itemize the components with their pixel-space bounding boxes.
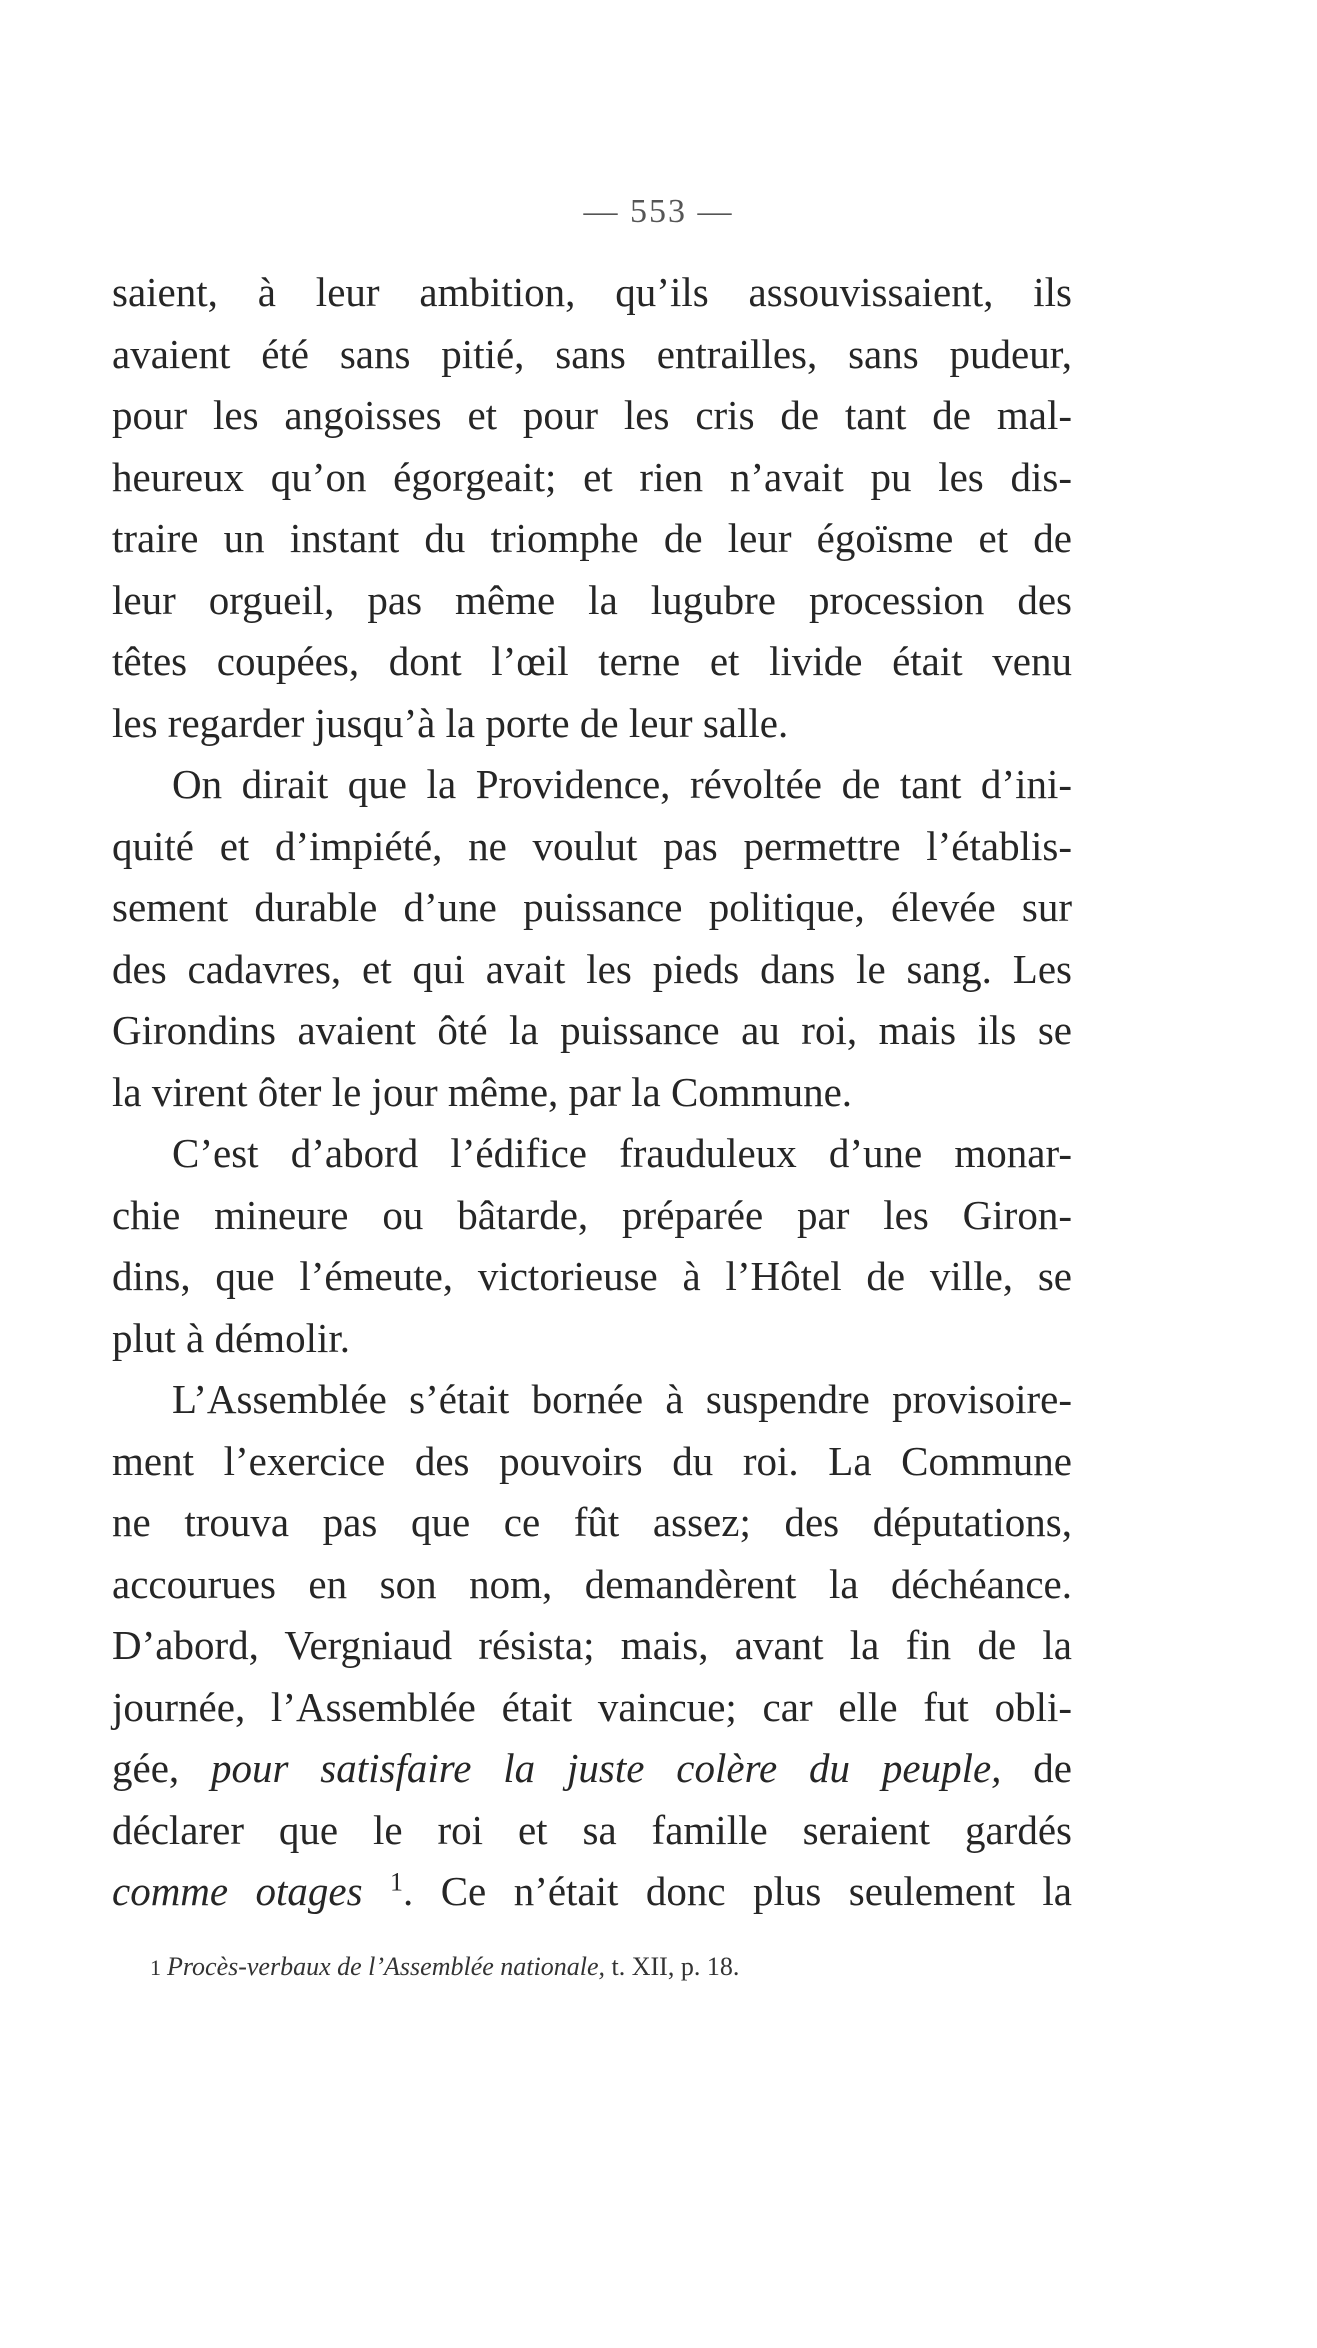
footnote-reference: 1: [390, 1867, 404, 1897]
text-line: On dirait que la Providence, révoltée de tant d’ini-: [172, 761, 1072, 807]
text-line: journée, l’Assemblée était vaincue; car elle fut obli-: [112, 1683, 1072, 1730]
italic-phrase: comme otages: [112, 1868, 363, 1914]
footnote: [150, 1950, 1050, 1985]
text-line-mixed: [112, 1861, 1072, 1923]
text-fragment: de: [1001, 1745, 1072, 1791]
text-line: quité et d’impiété, ne voulut pas permettre l’établis-: [112, 822, 1072, 869]
text-fragment: gée,: [112, 1745, 211, 1791]
text-line: L’Assemblée s’était bornée à suspendre provisoire-: [172, 1376, 1072, 1422]
page-number: — 553 —: [583, 193, 734, 230]
text-line: C’est d’abord l’édifice frauduleux d’une monar-: [172, 1130, 1072, 1176]
text-line: saient, à leur ambition, qu’ils assouvissaient, ils: [112, 269, 1072, 315]
text-fragment: . Ce n’était donc plus seulement la: [403, 1868, 1072, 1914]
text-line: dins, que l’émeute, victorieuse à l’Hôtel de ville, se: [112, 1253, 1072, 1299]
footnote-source-title: Procès-verbaux de l’Assemblée nationale,: [167, 1952, 606, 1981]
text-line: des cadavres, et qui avait les pieds dans le sang. Les: [112, 945, 1072, 992]
text-line: avaient été sans pitié, sans entrailles, sans pudeur,: [112, 330, 1072, 377]
footnote-citation: t. XII, p. 18.: [605, 1952, 740, 1981]
text-line: accourues en son nom, demandèrent la déchéance.: [112, 1560, 1072, 1607]
text-line: la virent ôter le jour même, par la Commune.: [112, 1068, 853, 1115]
text-line: Girondins avaient ôté la puissance au roi, mais ils se: [112, 1007, 1072, 1053]
paragraph-3: [112, 1123, 1072, 1369]
text-line: D’abord, Vergniaud résista; mais, avant la fin de la: [112, 1622, 1072, 1668]
text-line: leur orgueil, pas même la lugubre procession des: [112, 576, 1072, 623]
text-line: ment l’exercice des pouvoirs du roi. La Commune: [112, 1437, 1072, 1484]
footnote-number: 1: [150, 1955, 161, 1980]
italic-quote: pour satisfaire la juste colère du peuple,: [211, 1745, 1002, 1791]
text-line: chie mineure ou bâtarde, préparée par les Giron-: [112, 1191, 1072, 1238]
text-line: plut à démolir.: [112, 1314, 350, 1361]
body-text: [112, 262, 1072, 1923]
text-line: sement durable d’une puissance politique, élevée sur: [112, 884, 1072, 930]
text-line: les regarder jusqu’à la porte de leur salle.: [112, 699, 789, 746]
text-line: heureux qu’on égorgeait; et rien n’avait pu les dis-: [112, 453, 1072, 500]
text-line: ne trouva pas que ce fût assez; des députations,: [112, 1499, 1072, 1545]
text-line: traire un instant du triomphe de leur égoïsme et de: [112, 515, 1072, 561]
text-line-mixed: [112, 1738, 1072, 1800]
text-line: déclarer que le roi et sa famille seraient gardés: [112, 1806, 1072, 1853]
paragraph-4: [112, 1369, 1072, 1923]
paragraph-1: [112, 262, 1072, 754]
text-line: têtes coupées, dont l’œil terne et livide était venu: [112, 638, 1072, 684]
text-line: pour les angoisses et pour les cris de tant de mal-: [112, 392, 1072, 438]
paragraph-2: [112, 754, 1072, 1123]
